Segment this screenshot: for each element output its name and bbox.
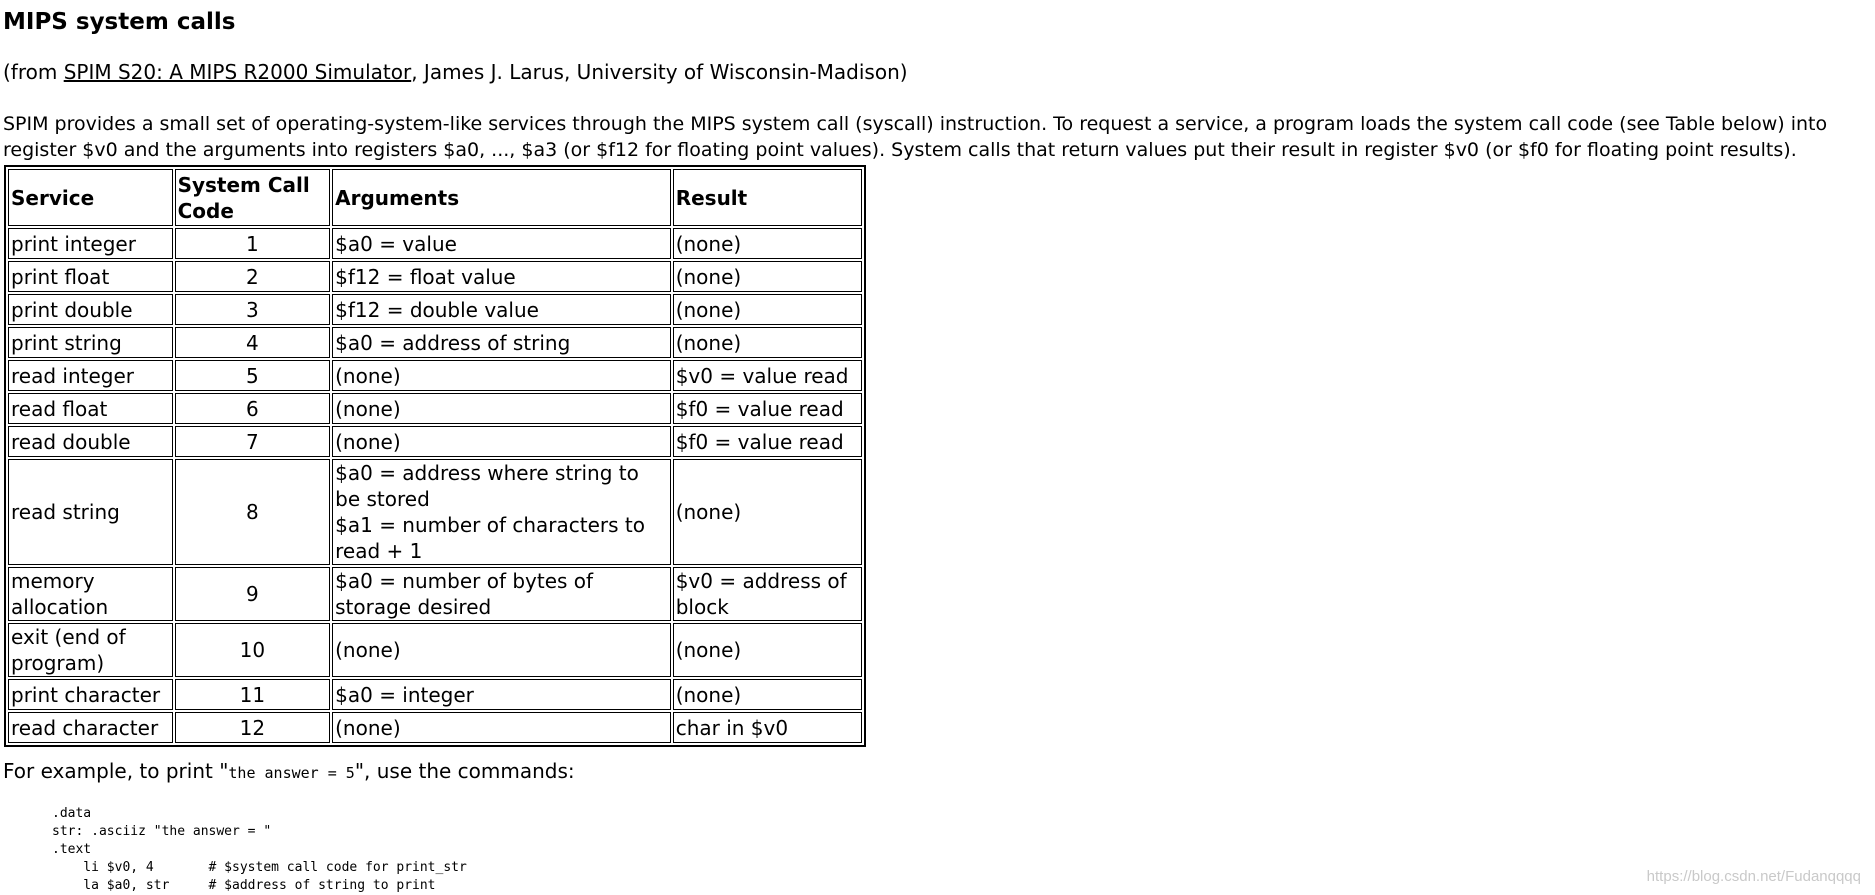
cell-code: 6 <box>175 393 331 424</box>
cell-arguments <box>332 567 671 621</box>
cell-arguments <box>332 623 671 677</box>
cell-result: (none) <box>673 327 862 358</box>
example-prefix: For example, to print " <box>3 759 229 783</box>
syscall-table <box>4 165 866 747</box>
argument-line: $f12 = double value <box>335 297 539 322</box>
table-row <box>8 393 862 424</box>
table-row <box>8 360 862 391</box>
cell-arguments <box>332 228 671 259</box>
table-row <box>8 228 862 259</box>
cell-result: char in $v0 <box>673 712 862 743</box>
cell-code: 4 <box>175 327 331 358</box>
cell-code: 7 <box>175 426 331 457</box>
code-line: la $a0, str # $address of string to print <box>52 878 436 893</box>
cell-arguments <box>332 393 671 424</box>
cell-code: 9 <box>175 567 331 621</box>
cell-service: read float <box>8 393 173 424</box>
cell-result: $v0 = address of block <box>673 567 862 621</box>
cell-arguments <box>332 327 671 358</box>
table-row <box>8 459 862 565</box>
table-header-row <box>8 169 862 226</box>
table-row <box>8 623 862 677</box>
cell-service: print character <box>8 679 173 710</box>
cell-code: 1 <box>175 228 331 259</box>
code-line: .text <box>52 842 92 857</box>
argument-line: $a0 = address of string <box>335 330 571 355</box>
table-row <box>8 712 862 743</box>
citation-suffix: , James J. Larus, University of Wisconsin-Madison) <box>411 60 908 84</box>
example-inline-code: the answer = 5 <box>228 764 355 782</box>
citation-prefix: (from <box>3 60 64 84</box>
code-block <box>52 805 467 895</box>
watermark: https://blog.csdn.net/Fudanqqqq <box>1646 868 1861 885</box>
table-row <box>8 567 862 621</box>
cell-service: print double <box>8 294 173 325</box>
argument-line: (none) <box>335 396 401 421</box>
cell-service: read string <box>8 459 173 565</box>
example-suffix: ", use the commands: <box>354 759 575 783</box>
cell-code: 12 <box>175 712 331 743</box>
header-service: Service <box>8 169 173 226</box>
cell-result: (none) <box>673 459 862 565</box>
cell-arguments <box>332 459 671 565</box>
cell-result: (none) <box>673 261 862 292</box>
page-title: MIPS system calls <box>3 9 236 35</box>
table-row <box>8 294 862 325</box>
table-body <box>8 228 862 743</box>
argument-line: $a0 = address where string to be stored <box>335 461 639 511</box>
cell-code: 3 <box>175 294 331 325</box>
cell-code: 11 <box>175 679 331 710</box>
cell-code: 10 <box>175 623 331 677</box>
cell-service: read character <box>8 712 173 743</box>
table-row <box>8 426 862 457</box>
cell-service: print float <box>8 261 173 292</box>
header-arguments: Arguments <box>332 169 671 226</box>
header-code: System Call Code <box>175 169 331 226</box>
example-intro <box>3 758 575 786</box>
cell-arguments <box>332 294 671 325</box>
argument-line: (none) <box>335 638 401 662</box>
cell-result: $f0 = value read <box>673 426 862 457</box>
cell-arguments <box>332 360 671 391</box>
cell-arguments <box>332 261 671 292</box>
cell-arguments <box>332 426 671 457</box>
header-result: Result <box>673 169 862 226</box>
code-line: .data <box>52 806 92 821</box>
argument-line: $a0 = integer <box>335 682 474 707</box>
cell-code: 8 <box>175 459 331 565</box>
intro-paragraph: SPIM provides a small set of operating-system-like services through the MIPS system call (syscall) instruction. To request a service, a program loads the system call code (see Table below) into register $v0 and the arguments into registers $a0, ..., $a3 (or $f12 for floating point values). System calls that return values put their result in register $v0 (or $f0 for floating point results). <box>3 113 1828 161</box>
argument-line: (none) <box>335 363 401 388</box>
cell-service: exit (end of program) <box>8 623 173 677</box>
cell-service: read integer <box>8 360 173 391</box>
simulator-link[interactable]: SPIM S20: A MIPS R2000 Simulator <box>63 60 412 84</box>
cell-result: (none) <box>673 679 862 710</box>
source-citation <box>3 58 908 86</box>
code-line: str: .asciiz "the answer = " <box>52 824 272 839</box>
cell-arguments <box>332 712 671 743</box>
cell-result: $f0 = value read <box>673 393 862 424</box>
cell-result: $v0 = value read <box>673 360 862 391</box>
code-line: li $v0, 4 # $system call code for print_str <box>52 860 467 875</box>
cell-code: 5 <box>175 360 331 391</box>
cell-code: 2 <box>175 261 331 292</box>
argument-line: (none) <box>335 715 401 740</box>
argument-line: $f12 = float value <box>335 264 516 289</box>
cell-service: memory allocation <box>8 567 173 621</box>
argument-line: (none) <box>335 429 401 454</box>
cell-result: (none) <box>673 623 862 677</box>
table-row <box>8 261 862 292</box>
table-row <box>8 327 862 358</box>
cell-service: print string <box>8 327 173 358</box>
cell-service: read double <box>8 426 173 457</box>
table-row <box>8 679 862 710</box>
cell-arguments <box>332 679 671 710</box>
argument-line: $a0 = number of bytes of storage desired <box>335 569 594 619</box>
cell-result: (none) <box>673 294 862 325</box>
argument-line: $a1 = number of characters to read + 1 <box>335 513 645 563</box>
cell-result: (none) <box>673 228 862 259</box>
argument-line: $a0 = value <box>335 231 457 256</box>
cell-service: print integer <box>8 228 173 259</box>
